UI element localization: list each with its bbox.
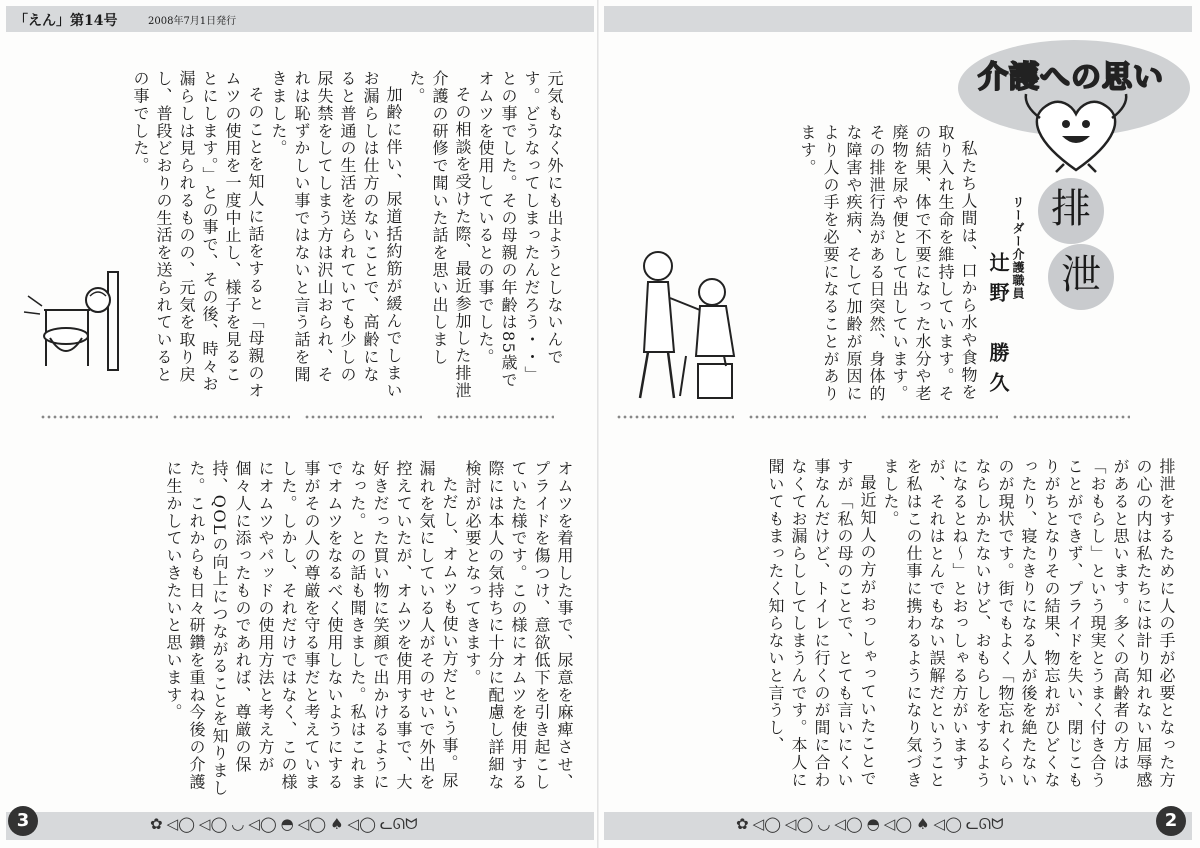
bowl-icon: ◡ [817, 815, 831, 833]
caregiver-illustration [620, 238, 750, 408]
right-header-bar [604, 6, 1192, 32]
right-top-article-column [722, 124, 980, 406]
fish-icon: ◁◯ [752, 815, 781, 833]
flower-icon: ✿ [150, 815, 163, 833]
flower-icon: ✿ [736, 815, 749, 833]
paragraph: 元気もなく外にも出ようとしないんです。どうなってしまったんだろう・・」との事でした。その母親の年齢は85歳でオムツを使用しているとの事でした。 [476, 70, 564, 389]
fish-icon: ◁◯ [347, 815, 376, 833]
newsletter-title: 「えん」第14号 [14, 13, 118, 29]
bowl-icon: ◡ [231, 815, 245, 833]
toilet-illustration [16, 266, 126, 376]
section-divider [40, 412, 554, 422]
fish-icon: ◁◯ [933, 815, 962, 833]
right-bottom-article-column [618, 458, 1178, 800]
mushroom-icon: ♠ [916, 815, 930, 833]
fish-icon: ◁◯ [248, 815, 277, 833]
paragraph: 加齢に伴い、尿道括約筋が緩んでしまいお漏らしは仕方のないことで、高齢になると普通の生活を送られていても少しの尿失禁をしてしまう方は沢山おられ、それは恥ずかしい事ではないと言う話を聞きました。 [269, 70, 403, 400]
topic-char-1: 排 [1038, 178, 1104, 244]
heart-mascot-icon [1016, 78, 1136, 176]
fish-icon: ◁◯ [834, 815, 863, 833]
paragraph: そのことを知人に話をすると「母親のオムツの使用を一度中止し、様子を見ることにします。」との事で、その後、時々お漏らしは見られるものの、元気を取り戻し、普段どおりの生活を送られているとの事でした。 [131, 70, 265, 400]
left-top-article-column [118, 70, 566, 400]
watermelon-icon: ◓ [866, 815, 880, 833]
left-bottom-article-column [56, 460, 576, 800]
cat-icon: ᓚᘏᗢ [965, 815, 1004, 833]
fish-icon: ◁◯ [166, 815, 195, 833]
paragraph: 私たち人間は、口から水や食物を取り入れ生命を維持しています。その結果、体で不要になった水分や老廃物を尿や便として出しています。その排泄行為がある日突然、身体的な障害や疾病、そして加齢が原因により人の手を必要になることがあります。 [798, 124, 978, 403]
topic-char-2: 泄 [1048, 244, 1114, 310]
mushroom-icon: ♠ [330, 815, 344, 833]
author-role: リーダー介護職員 [1011, 196, 1025, 300]
fish-icon: ◁◯ [198, 815, 228, 833]
fish-icon: ◁◯ [297, 815, 327, 833]
paragraph: ただし、オムツも使い方だという事。尿漏れを気にしている人がそのせいで外出を控えていたが、オムツを使用する事で、大好きだった買い物に笑顔で出かけるようになった。との話も聞きました。私はこれまでオムツをなるべく使用しないようにする事がその人の尊厳を守る事だと考えていました。しかし、それだけではなく、この様にオムツやパッドの使用方法と考え方が個々人に添ったものであれば、尊厳の保持、QOLの向上につながることを知りました。これからも日々研鑽を重ね今後の介護に生かしていきたいと思います。 [164, 460, 459, 797]
footer-decoration [150, 815, 418, 833]
watermelon-icon: ◓ [280, 815, 294, 833]
article-series-title: 介護への思い [978, 60, 1164, 95]
paragraph: 排泄をするために人の手が必要となった方の心の内は私たちには計り知れない屈辱感があると思います。多くの高齢者の方は「おもらし」という現実とうまく付き合うことができず、プライドを失い、閉じこもりがちとなりその結果、物忘れがひどくなったり、寝たきりになる人が後を絶たないのが現状です。街でもよく「物忘れくらいならしかたないけど、おもらしをするようになるとね～」とおっしゃる方がいますが、それはとんでもない誤解だということを私はこの仕事に携わるようになり気づきました。 [881, 458, 1176, 789]
page-number: 2 [1156, 806, 1186, 836]
issue-date: 2008年7月1日発行 [148, 16, 237, 27]
paragraph: オムツを着用した事で、尿意を麻痺させ、プライドを傷つけ、意欲低下を引き起こしていた様です。この様にオムツを使用する際には本人の気持ちに十分に配慮し詳細な検討が必要となってきます。 [463, 460, 574, 791]
author-name: 辻野 勝久 [986, 252, 1010, 402]
page-number: 3 [8, 806, 38, 836]
paragraph: その相談を受けた際、最近参加した排泄介護の研修で聞いた話を思い出しました。 [407, 70, 472, 400]
section-divider [616, 412, 1130, 422]
fish-icon: ◁◯ [784, 815, 814, 833]
paragraph: 最近知人の方がおっしゃっていたことですが「私の母のことで、とても言いにくい事なんだけど、トイレに行くのが間に合わなくてお漏らししてしまうんです。本人に聞いてもまったく知らないと言うし、 [766, 458, 877, 789]
footer-decoration [736, 815, 1004, 833]
cat-icon: ᓚᘏᗢ [379, 815, 418, 833]
right-page [598, 0, 1200, 848]
left-page [0, 0, 598, 848]
fish-icon: ◁◯ [883, 815, 913, 833]
